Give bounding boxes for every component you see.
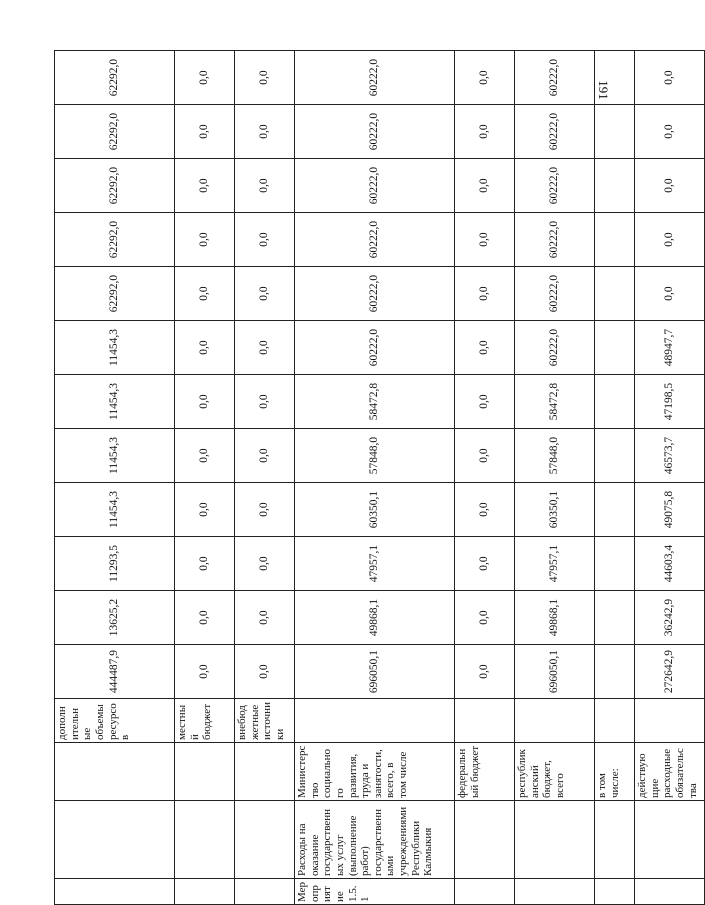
- value-cell: [595, 105, 635, 159]
- value-cell: 0,0: [175, 321, 235, 375]
- value-cell: 0,0: [175, 591, 235, 645]
- value-cell: 0,0: [455, 375, 515, 429]
- table-row: [295, 51, 455, 905]
- value-cell: 0,0: [635, 105, 705, 159]
- table-row: [235, 51, 295, 905]
- value-cell: [595, 429, 635, 483]
- executor-cell: Министерство социального развития, труда и занятости, всего, в том числе: [295, 743, 455, 801]
- source-cell: местный бюджет: [175, 699, 235, 743]
- value-cell: 0,0: [455, 537, 515, 591]
- value-cell: 11454,3: [55, 483, 175, 537]
- event-number-cell: Мероприятие 1.5.1: [295, 879, 455, 905]
- value-cell: 47198,5: [635, 375, 705, 429]
- value-cell: 60222,0: [515, 159, 595, 213]
- value-cell: 0,0: [235, 645, 295, 699]
- value-cell: 57848,0: [515, 429, 595, 483]
- value-cell: 444487,9: [55, 645, 175, 699]
- table-row: [515, 51, 595, 905]
- value-cell: 62292,0: [55, 213, 175, 267]
- value-cell: [595, 213, 635, 267]
- table-row: [55, 51, 175, 905]
- value-cell: 0,0: [455, 159, 515, 213]
- value-cell: 0,0: [235, 267, 295, 321]
- value-cell: 0,0: [235, 537, 295, 591]
- value-cell: 11293,5: [55, 537, 175, 591]
- executor-cell: в том числе:: [595, 743, 635, 801]
- source-cell: [295, 699, 455, 743]
- value-cell: 0,0: [455, 321, 515, 375]
- value-cell: 0,0: [175, 429, 235, 483]
- value-cell: 49868,1: [295, 591, 455, 645]
- event-number-cell: [175, 879, 235, 905]
- value-cell: 0,0: [175, 267, 235, 321]
- value-cell: 62292,0: [55, 51, 175, 105]
- event-name-cell: [515, 801, 595, 879]
- value-cell: 13625,2: [55, 591, 175, 645]
- value-cell: 0,0: [235, 105, 295, 159]
- value-cell: 0,0: [175, 51, 235, 105]
- source-cell: дополнительные объемы ресурсов: [55, 699, 175, 743]
- value-cell: 0,0: [455, 429, 515, 483]
- value-cell: 0,0: [635, 213, 705, 267]
- value-cell: 60222,0: [295, 159, 455, 213]
- value-cell: 49075,8: [635, 483, 705, 537]
- source-cell: [455, 699, 515, 743]
- value-cell: 46573,7: [635, 429, 705, 483]
- executor-cell: федеральный бюджет: [455, 743, 515, 801]
- value-cell: 60222,0: [515, 213, 595, 267]
- event-number-cell: [455, 879, 515, 905]
- budget-table-rotated: [54, 58, 699, 905]
- event-number-cell: [55, 879, 175, 905]
- value-cell: 60222,0: [295, 105, 455, 159]
- value-cell: 47957,1: [295, 537, 455, 591]
- value-cell: 36242,9: [635, 591, 705, 645]
- value-cell: 272642,9: [635, 645, 705, 699]
- value-cell: 11454,3: [55, 429, 175, 483]
- value-cell: 0,0: [175, 375, 235, 429]
- value-cell: [595, 483, 635, 537]
- value-cell: 0,0: [455, 267, 515, 321]
- value-cell: 48947,7: [635, 321, 705, 375]
- value-cell: [595, 51, 635, 105]
- value-cell: 0,0: [175, 213, 235, 267]
- event-name-cell: [595, 801, 635, 879]
- value-cell: [595, 159, 635, 213]
- value-cell: 60222,0: [515, 321, 595, 375]
- executor-cell: [175, 743, 235, 801]
- value-cell: 60222,0: [515, 51, 595, 105]
- value-cell: [595, 537, 635, 591]
- value-cell: 0,0: [635, 159, 705, 213]
- value-cell: 0,0: [235, 483, 295, 537]
- value-cell: 0,0: [235, 591, 295, 645]
- value-cell: 49868,1: [515, 591, 595, 645]
- value-cell: 0,0: [175, 105, 235, 159]
- value-cell: 60222,0: [295, 321, 455, 375]
- event-number-cell: [235, 879, 295, 905]
- value-cell: 11454,3: [55, 375, 175, 429]
- value-cell: 0,0: [235, 429, 295, 483]
- value-cell: [595, 321, 635, 375]
- value-cell: 62292,0: [55, 159, 175, 213]
- executor-cell: республиканский бюджет, всего: [515, 743, 595, 801]
- event-number-cell: [595, 879, 635, 905]
- value-cell: 0,0: [235, 375, 295, 429]
- value-cell: 0,0: [455, 51, 515, 105]
- event-name-cell: Расходы на оказание государственных услуг (выполнение работ) государственными учреждениями Республики Калмыкия: [295, 801, 455, 879]
- value-cell: 11454,3: [55, 321, 175, 375]
- value-cell: 60222,0: [295, 267, 455, 321]
- value-cell: 60222,0: [295, 51, 455, 105]
- table-row: [455, 51, 515, 905]
- value-cell: 62292,0: [55, 267, 175, 321]
- value-cell: 60222,0: [515, 105, 595, 159]
- value-cell: 696050,1: [515, 645, 595, 699]
- value-cell: 58472,8: [515, 375, 595, 429]
- value-cell: 0,0: [635, 51, 705, 105]
- event-number-cell: [635, 879, 705, 905]
- value-cell: 0,0: [635, 267, 705, 321]
- value-cell: 0,0: [235, 321, 295, 375]
- value-cell: 60222,0: [515, 267, 595, 321]
- source-cell: [635, 699, 705, 743]
- budget-table: [54, 50, 705, 905]
- value-cell: 696050,1: [295, 645, 455, 699]
- executor-cell: [235, 743, 295, 801]
- source-cell: [595, 699, 635, 743]
- value-cell: 0,0: [235, 51, 295, 105]
- value-cell: 60222,0: [295, 213, 455, 267]
- value-cell: [595, 591, 635, 645]
- value-cell: 0,0: [235, 213, 295, 267]
- table-row: [635, 51, 705, 905]
- value-cell: 0,0: [175, 483, 235, 537]
- value-cell: [595, 375, 635, 429]
- executor-cell: [55, 743, 175, 801]
- table-row: [175, 51, 235, 905]
- value-cell: [595, 267, 635, 321]
- value-cell: 44603,4: [635, 537, 705, 591]
- value-cell: 0,0: [235, 159, 295, 213]
- event-name-cell: [635, 801, 705, 879]
- event-name-cell: [55, 801, 175, 879]
- event-name-cell: [235, 801, 295, 879]
- value-cell: 47957,1: [515, 537, 595, 591]
- value-cell: 0,0: [175, 645, 235, 699]
- value-cell: 60350,1: [295, 483, 455, 537]
- value-cell: 0,0: [175, 537, 235, 591]
- event-name-cell: [455, 801, 515, 879]
- value-cell: 0,0: [455, 645, 515, 699]
- value-cell: 0,0: [455, 213, 515, 267]
- event-name-cell: [175, 801, 235, 879]
- source-cell: внебюджетные источники: [235, 699, 295, 743]
- value-cell: 60350,1: [515, 483, 595, 537]
- value-cell: 0,0: [175, 159, 235, 213]
- executor-cell: действующие расходные обязательства: [635, 743, 705, 801]
- value-cell: 0,0: [455, 105, 515, 159]
- value-cell: 0,0: [455, 591, 515, 645]
- value-cell: 57848,0: [295, 429, 455, 483]
- source-cell: [515, 699, 595, 743]
- value-cell: 58472,8: [295, 375, 455, 429]
- event-number-cell: [515, 879, 595, 905]
- page-number: 191: [595, 80, 611, 100]
- value-cell: [595, 645, 635, 699]
- table-row: [595, 51, 635, 905]
- value-cell: 62292,0: [55, 105, 175, 159]
- value-cell: 0,0: [455, 483, 515, 537]
